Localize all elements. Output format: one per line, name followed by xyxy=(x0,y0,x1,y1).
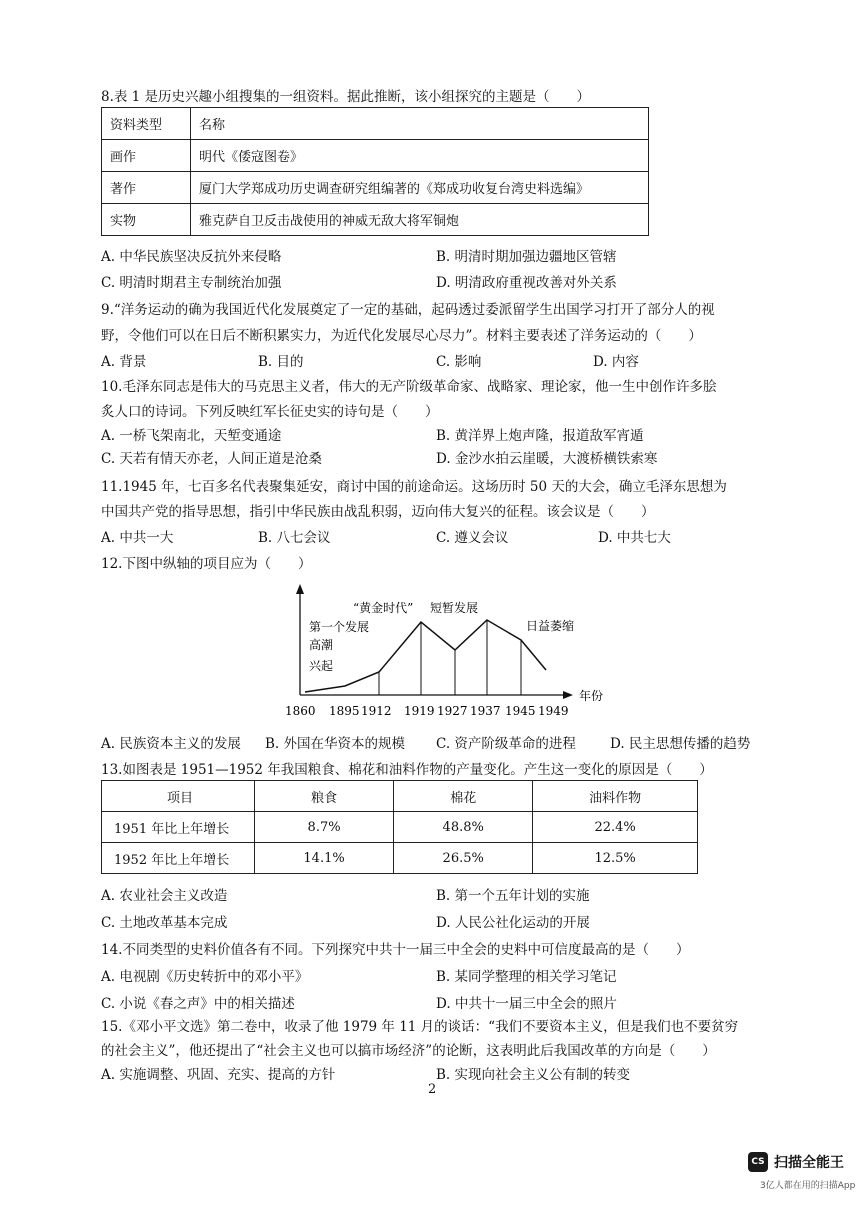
table-row xyxy=(102,172,649,204)
table-cell: 资料类型 xyxy=(102,108,191,140)
q11-option-a: A. 中共一大 xyxy=(101,530,174,546)
table-cell: 棉花 xyxy=(394,781,533,812)
table-row xyxy=(102,140,649,172)
table-cell: 1952 年比上年增长 xyxy=(102,843,255,874)
q9-option-d: D. 内容 xyxy=(593,354,639,370)
q13-option-c: C. 土地改革基本完成 xyxy=(101,915,228,931)
q12-option-d: D. 民主思想传播的趋势 xyxy=(610,736,751,752)
table-cell: 22.4% xyxy=(533,812,698,843)
y-axis-arrow xyxy=(296,584,304,594)
tick-label: 1912 xyxy=(361,704,392,718)
tick-label: 1945 xyxy=(505,704,536,718)
q8-option-d: D. 明清政府重视改善对外关系 xyxy=(436,275,617,291)
table-cell: 明代《倭寇图卷》 xyxy=(191,140,649,172)
q15-option-a: A. 实施调整、巩固、充实、提高的方针 xyxy=(101,1067,336,1083)
table-row xyxy=(102,843,698,874)
q8-option-b: B. 明清时期加强边疆地区管辖 xyxy=(436,249,617,265)
q14-option-a: A. 电视剧《历史转折中的邓小平》 xyxy=(101,969,309,985)
label-peak: 高潮 xyxy=(309,638,334,652)
table-row xyxy=(102,812,698,843)
q9-option-c: C. 影响 xyxy=(436,354,482,370)
label-first-peak: 第一个发展 xyxy=(309,620,370,634)
tick-label: 1919 xyxy=(404,704,435,718)
camscanner-logo-icon: CS xyxy=(748,1152,768,1172)
table-row xyxy=(102,781,698,812)
q14-option-d: D. 中共十一届三中全会的照片 xyxy=(436,996,617,1012)
q9-option-b: B. 目的 xyxy=(258,354,304,370)
scanner-watermark xyxy=(748,1152,844,1172)
label-golden-age: “黄金时代” xyxy=(353,601,414,615)
watermark-subtitle: 3亿人都在用的扫描App xyxy=(760,1181,856,1191)
x-axis-arrow xyxy=(563,691,573,699)
table-cell: 48.8% xyxy=(394,812,533,843)
q9-stem-line1: 9.“洋务运动的确为我国近代化发展奠定了一定的基础，起码透过委派留学生出国学习打开了部分人的视 xyxy=(101,302,715,318)
q15-option-b: B. 实现向社会主义公有制的转变 xyxy=(436,1067,631,1083)
table-cell: 8.7% xyxy=(255,812,394,843)
table-cell: 12.5% xyxy=(533,843,698,874)
table-cell: 1951 年比上年增长 xyxy=(102,812,255,843)
q11-stem-line2: 中国共产党的指导思想，指引中华民族由战乱积弱，迈向伟大复兴的征程。该会议是（ ） xyxy=(101,504,655,520)
tick-label: 1895 xyxy=(329,704,360,718)
q10-option-a: A. 一桥飞架南北，天堑变通途 xyxy=(101,428,282,444)
label-shrinking: 日益萎缩 xyxy=(526,619,575,633)
tick-label: 1860 xyxy=(285,704,316,718)
q13-option-a: A. 农业社会主义改造 xyxy=(101,888,228,904)
table-cell: 著作 xyxy=(102,172,191,204)
q12-option-c: C. 资产阶级革命的进程 xyxy=(436,736,576,752)
q8-stem: 8.表 1 是历史兴趣小组搜集的一组资料。据此推断，该小组探究的主题是（ ） xyxy=(101,89,591,105)
table-cell: 实物 xyxy=(102,204,191,236)
table-cell: 厦门大学郑成功历史调查研究组编著的《郑成功收复台湾史料选编》 xyxy=(191,172,649,204)
q8-table xyxy=(101,107,649,236)
label-brief-development: 短暂发展 xyxy=(430,601,479,615)
tick-label: 1949 xyxy=(538,704,569,718)
table-row xyxy=(102,108,649,140)
q11-option-d: D. 中共七大 xyxy=(598,530,671,546)
table-cell: 名称 xyxy=(191,108,649,140)
q14-stem: 14.不同类型的史料价值各有不同。下列探究中共十一届三中全会的史料中可信度最高的是（ ） xyxy=(101,942,690,958)
label-rise: 兴起 xyxy=(309,659,334,673)
q10-option-d: D. 金沙水拍云崖暖，大渡桥横铁索寒 xyxy=(436,451,658,467)
q13-option-b: B. 第一个五年计划的实施 xyxy=(436,888,590,904)
q14-option-b: B. 某同学整理的相关学习笔记 xyxy=(436,969,617,985)
q8-option-c: C. 明清时期君主专制统治加强 xyxy=(101,275,282,291)
q12-chart xyxy=(283,582,613,722)
q13-option-d: D. 人民公社化运动的开展 xyxy=(436,915,590,931)
table-cell: 项目 xyxy=(102,781,255,812)
q10-option-c: C. 天若有情天亦老，人间正道是沧桑 xyxy=(101,451,322,467)
q12-option-b: B. 外国在华资本的规模 xyxy=(265,736,406,752)
watermark-name: 扫描全能王 xyxy=(774,1155,844,1171)
q11-option-b: B. 八七会议 xyxy=(258,530,331,546)
table-cell: 油料作物 xyxy=(533,781,698,812)
table-cell: 14.1% xyxy=(255,843,394,874)
q11-option-c: C. 遵义会议 xyxy=(436,530,509,546)
table-row xyxy=(102,204,649,236)
q15-stem-line2: 的社会主义”，他还提出了“社会主义也可以搞市场经济”的论断，这表明此后我国改革的方向是（ ） xyxy=(101,1043,716,1059)
q10-option-b: B. 黄洋界上炮声隆，报道敌军宵遁 xyxy=(436,428,644,444)
q10-stem-line2: 炙人口的诗词。下列反映红军长征史实的诗句是（ ） xyxy=(101,404,439,420)
q13-stem: 13.如图表是 1951—1952 年我国粮食、棉花和油料作物的产量变化。产生这一变化的原因是（ ） xyxy=(101,762,713,778)
x-axis-label: 年份 xyxy=(579,689,604,703)
q9-option-a: A. 背景 xyxy=(101,354,147,370)
table-cell: 雅克萨自卫反击战使用的神威无敌大将军铜炮 xyxy=(191,204,649,236)
q13-table xyxy=(101,780,698,874)
q10-stem-line1: 10.毛泽东同志是伟大的马克思主义者，伟大的无产阶级革命家、战略家、理论家，他一生中创作许多脍 xyxy=(101,379,717,395)
q15-stem-line1: 15.《邓小平文选》第二卷中，收录了他 1979 年 11 月的谈话：“我们不要资本主义，但是我们也不要贫穷 xyxy=(101,1019,739,1035)
tick-label: 1937 xyxy=(470,704,501,718)
table-cell: 粮食 xyxy=(255,781,394,812)
q14-option-c: C. 小说《春之声》中的相关描述 xyxy=(101,996,295,1012)
q12-option-a: A. 民族资本主义的发展 xyxy=(101,736,241,752)
q11-stem-line1: 11.1945 年，七百多名代表聚集延安，商讨中国的前途命运。这场历时 50 天的大会，确立毛泽东思想为 xyxy=(101,479,727,495)
q8-option-a: A. 中华民族坚决反抗外来侵略 xyxy=(101,249,282,265)
q9-stem-line2: 野，令他们可以在日后不断积累实力，为近代化发展尽心尽力”。材料主要表述了洋务运动的（ ） xyxy=(101,328,702,344)
table-cell: 画作 xyxy=(102,140,191,172)
tick-label: 1927 xyxy=(437,704,468,718)
q12-stem: 12.下图中纵轴的项目应为（ ） xyxy=(101,556,312,572)
page-number: 2 xyxy=(428,1082,437,1097)
table-cell: 26.5% xyxy=(394,843,533,874)
